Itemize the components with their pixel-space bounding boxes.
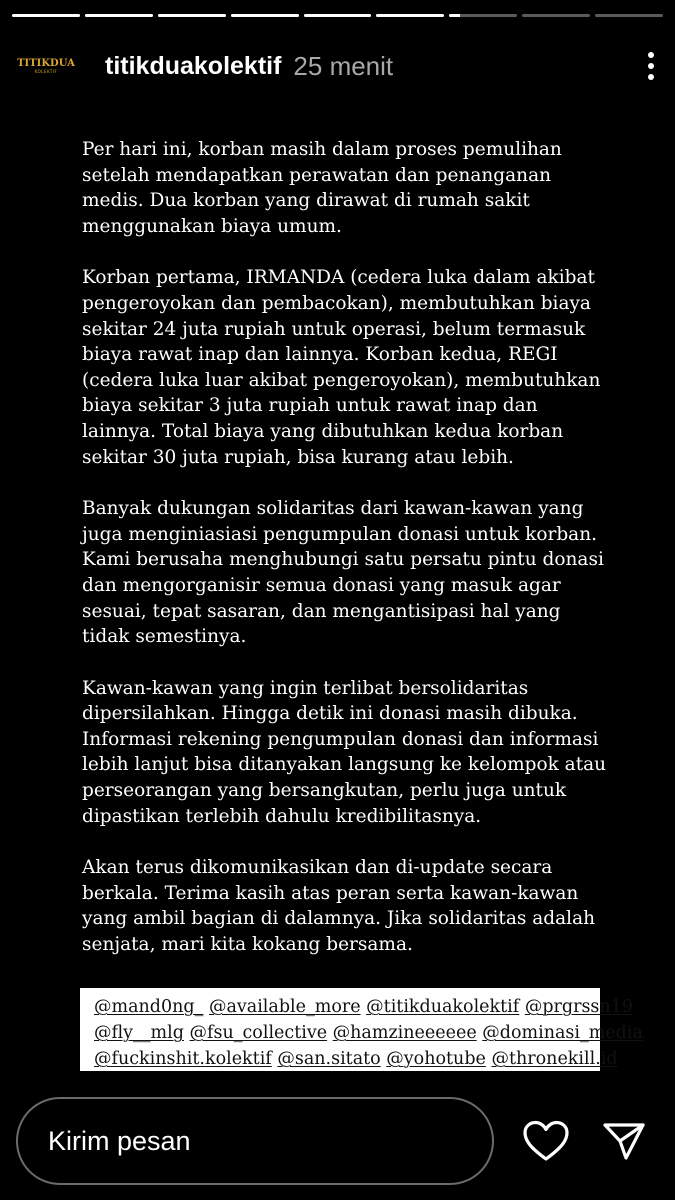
progress-segment — [304, 14, 372, 17]
mention-tag[interactable]: @fuckinshit.kolektif — [94, 1049, 272, 1069]
heart-icon[interactable] — [522, 1117, 570, 1165]
logo-subtitle: KOLEKTIF — [34, 68, 58, 74]
more-options-icon[interactable] — [641, 48, 661, 84]
paragraph: Akan terus dikomunikasikan dan di-update secara berkala. Terima kasih atas peran serta kawan-kawan yang ambil bagian di dalamnya. Jika solidaritas adalah senjata, mari kita kokang bersama. — [82, 857, 596, 956]
mention-tag[interactable]: @thronekill.id — [491, 1049, 618, 1069]
mentions-sticker — [80, 988, 643, 1071]
mention-tag[interactable]: @yohotube — [386, 1049, 486, 1069]
progress-segment — [231, 14, 299, 17]
mention-line — [94, 1046, 618, 1072]
progress-segment — [12, 14, 80, 17]
paragraph: Korban pertama, IRMANDA (cedera luka dalam akibat pengeroyokan dan pembacokan), membutuhkan biaya sekitar 24 juta rupiah untuk operasi, belum termasuk biaya rawat inap dan lainnya. Korban kedua, REGI (cedera luka luar akibat pengeroyokan), membutuhkan biaya sekitar 3 juta rupiah untuk rawat inap dan lainnya. Total biaya yang dibutuhkan kedua korban sekitar 30 juta rupiah, bisa kurang atau lebih. — [82, 267, 601, 468]
message-input[interactable] — [16, 1097, 494, 1185]
paragraph: Banyak dukungan solidaritas dari kawan-kawan yang juga menginiasiasi pengumpulan donasi untuk korban. Kami berusaha menghubungi satu persatu pintu donasi dan mengorganisir semua donasi yang masuk agar sesuai, tepat sasaran, dan mengantisipasi hal yang tidak semestinya. — [82, 498, 604, 648]
mention-tag[interactable]: @dominasi_media — [482, 1023, 643, 1043]
progress-segment — [522, 14, 590, 17]
avatar[interactable] — [17, 44, 75, 88]
mention-line — [94, 994, 633, 1020]
logo-title: TITIKDUA — [17, 57, 75, 69]
paragraph: Per hari ini, korban masih dalam proses pemulihan setelah mendapatkan perawatan dan penanganan medis. Dua korban yang dirawat di rumah sakit menggunakan biaya umum. — [82, 139, 562, 237]
mention-line — [94, 1020, 643, 1046]
progress-segment — [449, 14, 517, 17]
username[interactable]: titikduakolektif — [105, 51, 282, 80]
paragraph: Kawan-kawan yang ingin terlibat bersolidaritas dipersilahkan. Hingga detik ini donasi masih dibuka. Informasi rekening pengumpulan donasi dan informasi lebih lanjut bisa ditanyakan langsung ke kelompok atau perseorangan yang bersangkutan, perlu juga untuk dipastikan terlebih dahulu kredibilitasnya. — [82, 677, 607, 827]
progress-segment — [376, 14, 444, 17]
progress-segment — [158, 14, 226, 17]
mention-tag[interactable]: @titikduakolektif — [366, 997, 520, 1017]
progress-segment — [85, 14, 153, 17]
mention-tag[interactable]: @mand0ng_ — [94, 997, 204, 1017]
story-footer — [16, 1096, 651, 1186]
story-text — [82, 137, 622, 984]
timestamp: 25 menit — [293, 50, 394, 81]
mention-tag[interactable]: @available_more — [208, 997, 361, 1017]
progress-segment — [595, 14, 663, 17]
mention-tag[interactable]: @san.sitato — [277, 1049, 381, 1069]
mention-tag[interactable]: @hamzineeeeee — [332, 1023, 477, 1043]
message-placeholder: Kirim pesan — [48, 1125, 191, 1156]
mention-tag[interactable]: @fsu_collective — [189, 1023, 328, 1043]
mention-tag[interactable]: @prgrssn19 — [524, 997, 633, 1017]
story-progress-bar — [12, 14, 663, 17]
mention-tag[interactable]: @fly__mlg — [94, 1023, 184, 1043]
send-icon[interactable] — [600, 1117, 648, 1165]
story-header — [17, 44, 651, 88]
